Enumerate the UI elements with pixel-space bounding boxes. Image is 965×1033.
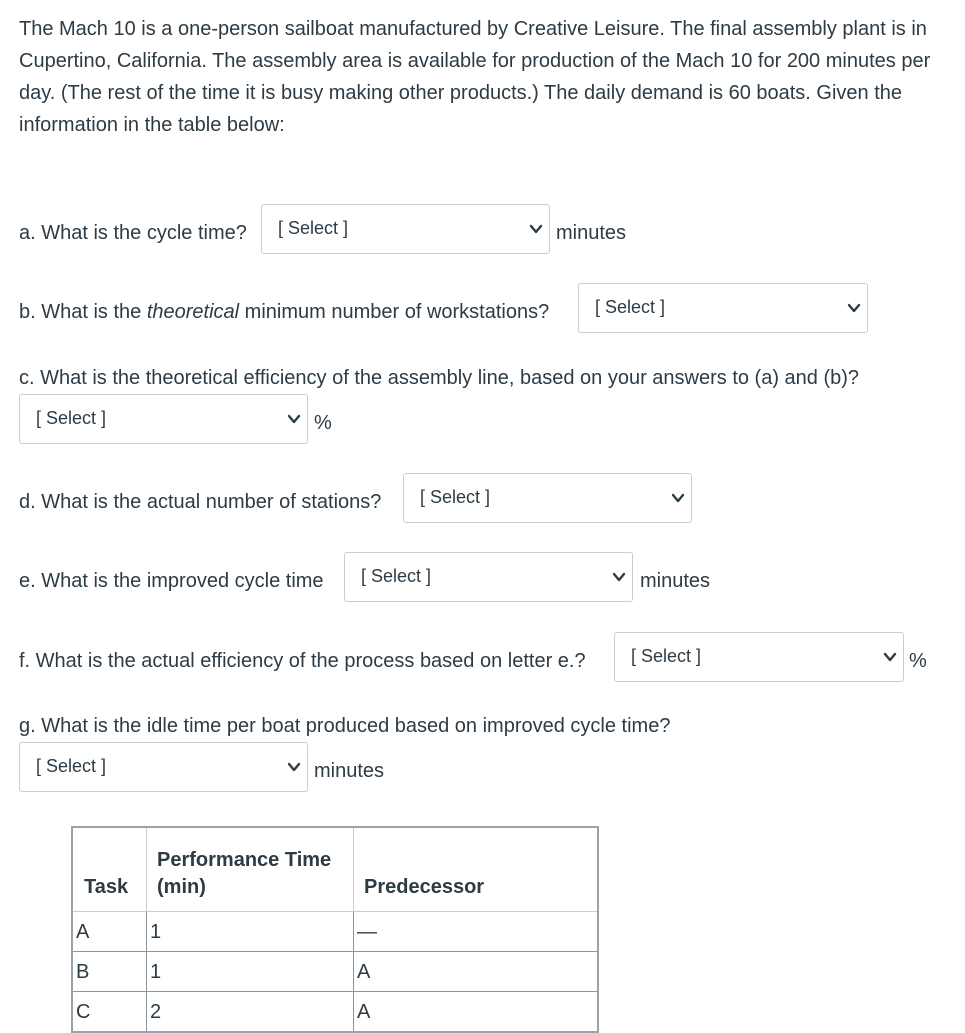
question-b-text-post: minimum number of workstations? <box>239 301 550 323</box>
column-header-performance-time <box>147 827 354 912</box>
question-e-select[interactable] <box>344 552 633 602</box>
table-cell-predecessor: — <box>354 912 599 952</box>
question-d-text: d. What is the actual number of stations? <box>19 491 382 513</box>
chevron-down-icon <box>671 491 685 505</box>
column-header-task: Task <box>72 827 147 912</box>
question-a-select[interactable] <box>261 204 550 254</box>
chevron-down-icon <box>847 301 861 315</box>
table-row <box>72 952 598 992</box>
table-cell-time: 2 <box>147 992 354 1033</box>
question-b-select-value: [ Select ] <box>595 297 666 317</box>
question-g-unit: minutes <box>314 760 385 782</box>
column-header-predecessor: Predecessor <box>354 827 599 912</box>
table-cell-task: A <box>72 912 147 952</box>
column-header-performance-time-line1: Performance Time <box>157 849 332 871</box>
table-cell-task: C <box>72 992 147 1033</box>
chevron-down-icon <box>287 760 301 774</box>
problem-statement: The Mach 10 is a one-person sailboat manufactured by Creative Leisure. The final assembly plant is in Cupertino, California. The assembly area is available for production of the Mach 10 for 200 minutes per day. (The rest of the time it is busy making other products.) The daily demand is 60 boats. Given the information in the table below: <box>19 18 931 136</box>
question-e-select-value: [ Select ] <box>361 566 432 586</box>
table-cell-time: 1 <box>147 912 354 952</box>
task-table <box>71 826 599 1033</box>
question-c-select[interactable] <box>19 394 308 444</box>
chevron-down-icon <box>883 650 897 664</box>
question-e-unit: minutes <box>640 570 711 592</box>
question-g-select[interactable] <box>19 742 308 792</box>
question-b-text-emphasis: theoretical <box>146 301 240 323</box>
table-header-row <box>72 827 598 912</box>
question-f-unit: % <box>909 650 927 672</box>
table-cell-task: B <box>72 952 147 992</box>
question-b-text-pre: b. What is the <box>19 301 147 323</box>
table-cell-time: 1 <box>147 952 354 992</box>
table-cell-predecessor: A <box>354 952 599 992</box>
question-b-text <box>19 298 549 326</box>
question-e-text: e. What is the improved cycle time <box>19 570 324 592</box>
question-f-select[interactable] <box>614 632 904 682</box>
chevron-down-icon <box>612 570 626 584</box>
column-header-performance-time-line2: (min) <box>157 876 206 898</box>
question-f-select-value: [ Select ] <box>631 646 702 666</box>
table-cell-predecessor: A <box>354 992 599 1033</box>
question-c-unit: % <box>314 412 332 434</box>
table-row <box>72 992 598 1033</box>
question-f-text: f. What is the actual efficiency of the process based on letter e.? <box>19 650 586 672</box>
question-b-select[interactable] <box>578 283 868 333</box>
question-d-select-value: [ Select ] <box>420 487 491 507</box>
question-a-select-value: [ Select ] <box>278 218 349 238</box>
question-a-text: a. What is the cycle time? <box>19 222 247 244</box>
question-a-unit: minutes <box>556 222 627 244</box>
chevron-down-icon <box>529 222 543 236</box>
question-g-text: g. What is the idle time per boat produced based on improved cycle time? <box>19 715 671 737</box>
question-c-select-value: [ Select ] <box>36 408 107 428</box>
chevron-down-icon <box>287 412 301 426</box>
question-c-text: c. What is the theoretical efficiency of the assembly line, based on your answers to (a) and (b)? <box>19 367 860 389</box>
question-g-select-value: [ Select ] <box>36 756 107 776</box>
question-d-select[interactable] <box>403 473 692 523</box>
table-row <box>72 912 598 952</box>
